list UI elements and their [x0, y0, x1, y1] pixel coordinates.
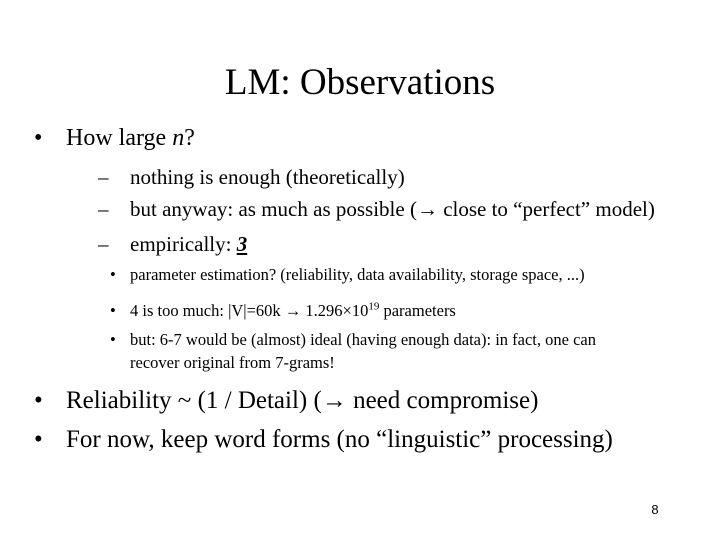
bullet-how-large-n: How large n?: [66, 125, 195, 151]
arrow-icon: →: [321, 387, 347, 414]
bullet-icon: •: [34, 125, 43, 151]
bullet-icon: •: [34, 426, 43, 453]
dash-icon: –: [98, 197, 109, 221]
sub-sub-bullet-4-too-much: 4 is too much: $|V|=60k \to 1.296\times 10^{19}$ parameters: [130, 300, 456, 320]
bullet-icon: •: [34, 387, 43, 414]
slide-title: LM: Observations: [224, 62, 496, 103]
dash-icon: –: [98, 232, 109, 256]
arrow-icon: →: [416, 197, 438, 221]
page-number: 8: [651, 502, 659, 517]
sub-bullet-as-much-as-possible: but anyway: as much as possible (→ close to “perfect” model): [130, 197, 655, 221]
dash-icon: –: [98, 165, 109, 189]
sub-sub-bullet-6-7-ideal-line1: but: 6-7 would be (almost) ideal (having enough data): in fact, one can: [130, 330, 596, 349]
sub-sub-bullet-6-7-ideal-line2: recover original from 7-grams!: [130, 353, 335, 372]
times-icon: ×: [342, 301, 352, 320]
bullet-reliability: Reliability ~ (1 / Detail) (→ need compromise): [66, 387, 539, 414]
bullet-icon: •: [110, 265, 116, 284]
bullet-word-forms: For now, keep word forms (no “linguistic” processing): [66, 426, 613, 453]
empirical-value: 3: [236, 232, 248, 256]
exponent: 19: [368, 300, 380, 313]
variable-n: n: [172, 125, 185, 151]
bullet-icon: •: [110, 330, 116, 349]
arrow-icon: →: [284, 301, 302, 320]
sub-sub-bullet-parameter-estimation: parameter estimation? (reliability, data availability, storage space, ...): [130, 265, 585, 284]
bullet-icon: •: [110, 301, 116, 320]
sub-bullet-nothing-enough: nothing is enough (theoretically): [130, 165, 405, 189]
sub-bullet-empirically: empirically: 3: [130, 232, 248, 256]
